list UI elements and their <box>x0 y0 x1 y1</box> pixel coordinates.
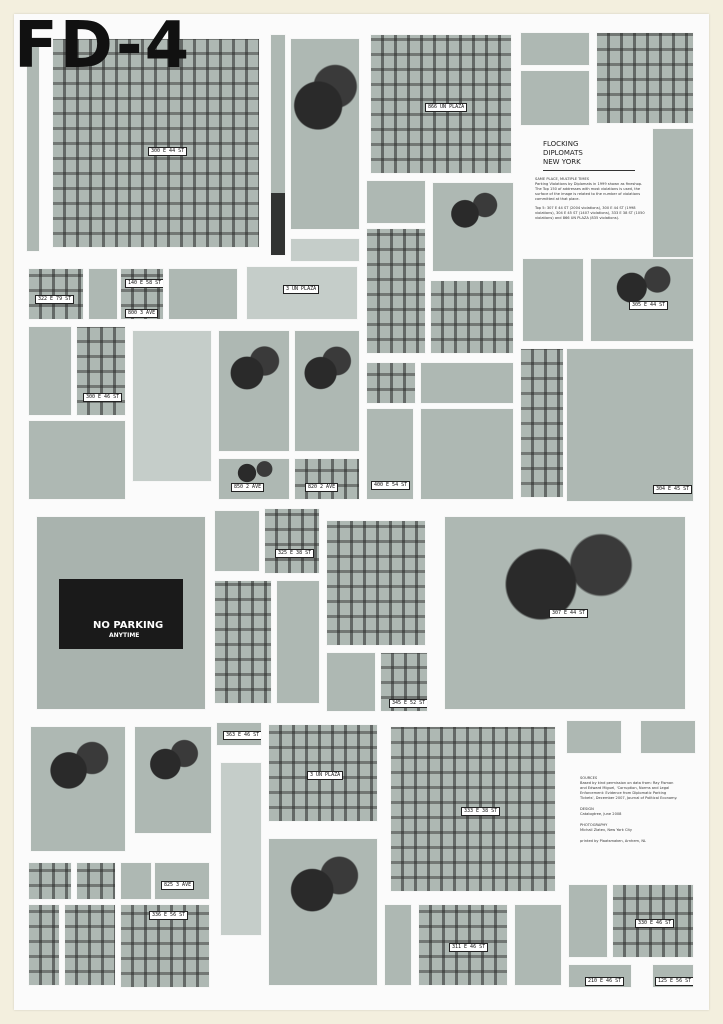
photo-tile <box>276 580 320 704</box>
photo-tile <box>652 128 694 258</box>
photo-tile <box>30 726 126 852</box>
photo-tile <box>370 34 512 174</box>
photo-tile <box>514 904 562 986</box>
address-label: 825 3 AVE <box>161 881 194 890</box>
photo-tile <box>366 180 426 224</box>
photo-tile <box>520 32 590 66</box>
photo-tile <box>214 580 272 704</box>
photo-tile <box>294 330 360 452</box>
photo-tile <box>28 904 60 986</box>
address-label: 333 E 38 ST <box>461 807 500 816</box>
info-text <box>535 177 645 221</box>
photo-tile <box>432 182 514 272</box>
photo-tile <box>64 904 116 986</box>
photo-tile <box>418 904 508 986</box>
photo-tile <box>120 904 210 988</box>
heading-line: FLOCKING <box>543 140 579 148</box>
photo-tile <box>76 326 126 416</box>
photo-tile <box>246 266 358 320</box>
photo-tile <box>218 458 290 500</box>
info-paragraph: Top 5: 307 E 44 ST (2004 violations), 300 E 44 ST (1998 violations), 304 E 45 ST (1407 violations), 333 E 38 ST (1050 violations) and 866 UN PLAZA (835 violations). <box>535 206 645 220</box>
divider <box>543 170 635 171</box>
address-label: 322 E 79 ST <box>35 295 74 304</box>
design-heading: DESIGN <box>580 807 594 811</box>
photo-tile <box>290 238 360 262</box>
photo-tile <box>568 884 608 958</box>
photo-tile <box>264 508 320 574</box>
photo-tile <box>568 964 632 988</box>
photo-tile <box>28 326 72 416</box>
photo-tile <box>28 268 84 320</box>
photo-tile <box>268 724 378 822</box>
photo-tile <box>596 32 694 124</box>
photo-tile <box>420 362 514 404</box>
photo-tile <box>132 330 212 482</box>
photo-tile <box>270 34 286 256</box>
address-label: 345 E 52 ST <box>389 699 428 708</box>
photo-tile <box>366 408 414 500</box>
address-label: 336 E 56 ST <box>149 911 188 920</box>
photography-text: Michail Zlatev, New York City <box>580 828 633 832</box>
credits-block <box>580 776 680 844</box>
photo-tile <box>326 520 426 646</box>
address-label: 866 UN PLAZA <box>425 103 467 112</box>
address-label: 311 E 46 ST <box>449 943 488 952</box>
photography-heading: PHOTOGRAPHY <box>580 823 608 827</box>
photo-tile <box>420 408 514 500</box>
address-label: 363 E 46 ST <box>223 731 262 740</box>
address-label: 125 E 56 ST <box>655 977 694 986</box>
info-box <box>529 132 649 262</box>
photo-tile <box>566 720 622 754</box>
address-label: 300 E 46 ST <box>83 393 122 402</box>
photo-tile <box>366 228 426 354</box>
sign-text: NO PARKING <box>93 620 164 631</box>
sources-text: Based by kind permission on data from: Ray Fisman and Edward Miguel, 'Corruption, Norms and Legal Enforcement: Evidence from Diplomatic Parking Tickets', December 2007, Journal of Political Economy. <box>580 781 678 800</box>
photo-tile <box>652 964 694 988</box>
photo-tile <box>120 268 164 320</box>
info-heading <box>543 140 649 167</box>
photo-tile <box>216 722 262 746</box>
address-label: 800 3 AVE <box>125 309 158 318</box>
photo-tile <box>168 268 238 320</box>
photo-tile <box>76 862 116 900</box>
info-paragraph: Parking Violations by Diplomats in 1999 shown as fineshop. The Top 150 of addresses with most violations is used, the surface of the image is related to the number of violations committed at that place. <box>535 182 643 201</box>
photo-tile <box>430 280 514 354</box>
sources-heading: SOURCES <box>580 776 598 780</box>
photo-tile <box>380 652 428 712</box>
address-label: 325 E 38 ST <box>275 549 314 558</box>
photo-tile <box>520 348 564 498</box>
address-label: 307 E 44 ST <box>549 609 588 618</box>
photo-tile <box>326 652 376 712</box>
photo-tile <box>28 420 126 500</box>
photo-tile <box>294 458 360 500</box>
photo-tile <box>444 516 686 710</box>
photo-tile <box>134 726 212 834</box>
address-label: 820 2 AVE <box>305 483 338 492</box>
printer-text: printed by Plaatsmaken, Arnhem, NL <box>580 839 647 843</box>
photo-tile <box>220 762 262 936</box>
photo-tile <box>384 904 412 986</box>
photo-tile <box>366 362 416 404</box>
poster-title: FD-4 <box>14 9 192 83</box>
photo-tile <box>590 258 694 342</box>
photo-tile <box>390 726 556 892</box>
design-text: Catalogtree, June 2008 <box>580 812 622 816</box>
photo-tile <box>28 862 72 900</box>
address-label: 305 E 44 ST <box>629 301 668 310</box>
photo-tile <box>566 348 694 502</box>
address-label: 330 E 46 ST <box>635 919 674 928</box>
photo-tile <box>120 862 152 900</box>
address-label: 3 UN PLAZA <box>283 285 319 294</box>
photo-tile <box>36 516 206 710</box>
address-label: 210 E 46 ST <box>585 977 624 986</box>
photo-tile <box>612 884 694 958</box>
photo-tile <box>268 838 378 986</box>
address-label: 300 E 44 ST <box>148 147 187 156</box>
info-subheading: SAME PLACE, MULTIPLE TIMES <box>535 177 590 181</box>
photo-tile <box>218 330 290 452</box>
photo-tile <box>88 268 118 320</box>
address-label: 850 2 AVE <box>231 483 264 492</box>
address-label: 3 UN PLAZA <box>307 771 343 780</box>
address-label: 304 E 45 ST <box>653 485 692 494</box>
photo-tile <box>522 258 584 342</box>
address-label: 400 E 54 ST <box>371 481 410 490</box>
sign-text: ANYTIME <box>109 632 140 639</box>
heading-line: DIPLOMATS <box>543 149 583 157</box>
photo-tile <box>290 38 360 230</box>
photo-tile <box>154 862 210 900</box>
photo-tile <box>214 510 260 572</box>
photo-tile <box>520 70 590 126</box>
address-label: 140 E 58 ST <box>125 279 164 288</box>
heading-line: NEW YORK <box>543 158 581 166</box>
photo-tile <box>640 720 696 754</box>
